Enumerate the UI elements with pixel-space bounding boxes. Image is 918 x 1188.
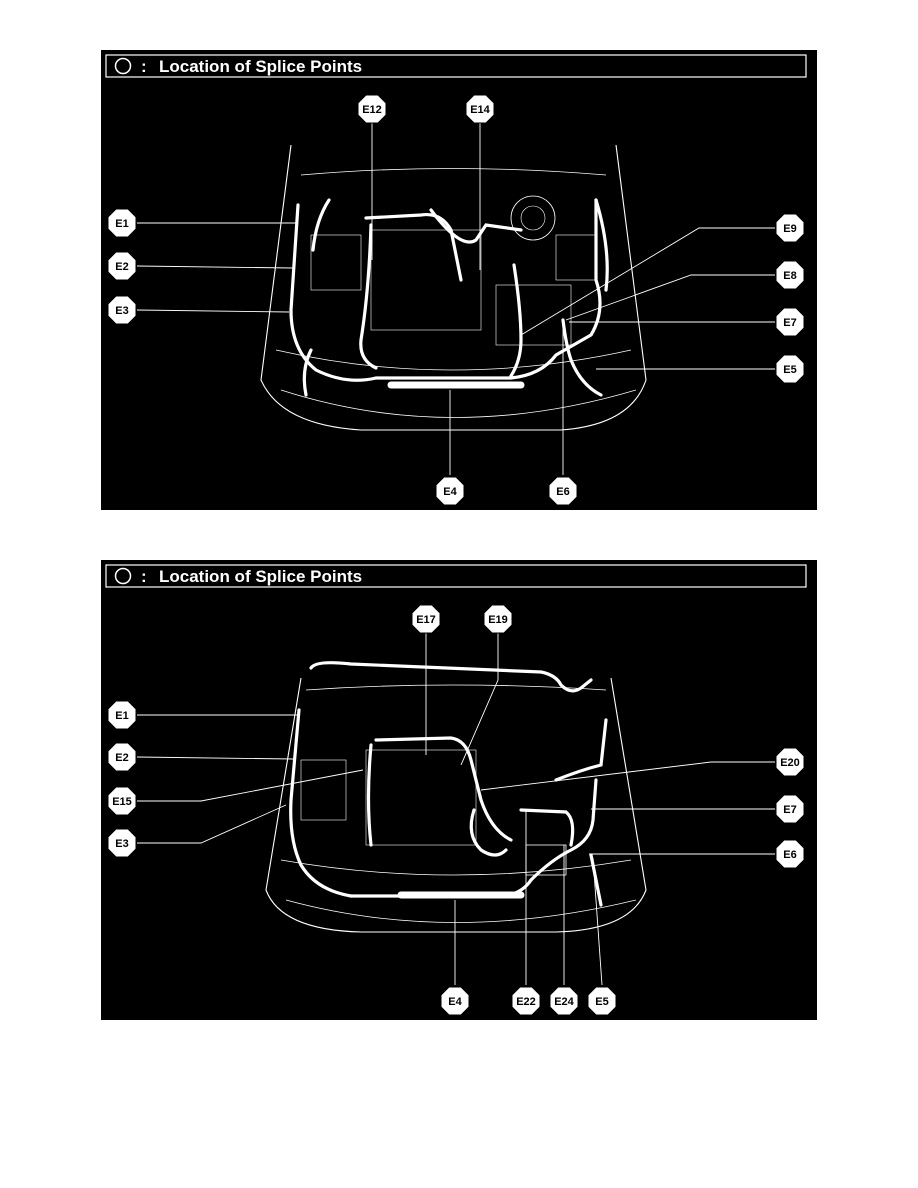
svg-text:E7: E7 xyxy=(783,317,797,329)
svg-text:E12: E12 xyxy=(362,104,382,116)
splice-label-e19 xyxy=(484,605,512,633)
splice-label-e3 xyxy=(108,829,136,857)
svg-text:E6: E6 xyxy=(783,849,797,861)
svg-text:E22: E22 xyxy=(516,996,536,1008)
splice-label-e1 xyxy=(108,209,136,237)
svg-text:E14: E14 xyxy=(470,104,490,116)
splice-label-e14 xyxy=(466,95,494,123)
splice-label-e24 xyxy=(550,987,578,1015)
svg-text:E3: E3 xyxy=(115,305,129,317)
engine-bay-diagram-top xyxy=(101,50,817,510)
svg-text:E4: E4 xyxy=(443,486,457,498)
splice-label-e8 xyxy=(776,261,804,289)
diagram-panel-top xyxy=(101,50,817,510)
svg-text:E3: E3 xyxy=(115,838,129,850)
splice-label-e3 xyxy=(108,296,136,324)
svg-text:E20: E20 xyxy=(780,757,800,769)
panel-header xyxy=(106,565,806,587)
splice-point-symbol-icon xyxy=(116,569,131,584)
svg-text:E19: E19 xyxy=(488,614,508,626)
splice-label-e6 xyxy=(776,840,804,868)
splice-label-e15 xyxy=(108,787,136,815)
engine-bay-diagram-bottom xyxy=(101,560,817,1020)
diagram-panel-bottom xyxy=(101,560,817,1020)
svg-text:E6: E6 xyxy=(556,486,570,498)
splice-point-symbol-icon xyxy=(116,59,131,74)
splice-label-e5 xyxy=(588,987,616,1015)
svg-text:E2: E2 xyxy=(115,261,129,273)
svg-text:E8: E8 xyxy=(783,270,797,282)
svg-text:E17: E17 xyxy=(416,614,436,626)
splice-label-e2 xyxy=(108,743,136,771)
svg-text:E5: E5 xyxy=(595,996,609,1008)
splice-label-e17 xyxy=(412,605,440,633)
leader-lines xyxy=(137,122,775,475)
svg-text:E7: E7 xyxy=(783,804,797,816)
splice-label-e4 xyxy=(436,477,464,505)
svg-text:E5: E5 xyxy=(783,364,797,376)
splice-label-e7 xyxy=(776,308,804,336)
splice-label-e5 xyxy=(776,355,804,383)
splice-label-e20 xyxy=(776,748,804,776)
wiring-harness xyxy=(291,200,607,395)
splice-label-e7 xyxy=(776,795,804,823)
splice-label-e6 xyxy=(549,477,577,505)
svg-text:E9: E9 xyxy=(783,223,797,235)
header-title: Location of Splice Points xyxy=(159,567,363,586)
svg-text:E2: E2 xyxy=(115,752,129,764)
svg-text:E1: E1 xyxy=(115,710,129,722)
header-separator: : xyxy=(141,57,147,76)
splice-label-e12 xyxy=(358,95,386,123)
svg-text:E1: E1 xyxy=(115,218,129,230)
splice-label-e1 xyxy=(108,701,136,729)
splice-label-e22 xyxy=(512,987,540,1015)
svg-text:E4: E4 xyxy=(448,996,462,1008)
svg-text:E24: E24 xyxy=(554,996,574,1008)
header-separator: : xyxy=(141,567,147,586)
header-title: Location of Splice Points xyxy=(159,57,363,76)
splice-label-e2 xyxy=(108,252,136,280)
panel-header xyxy=(106,55,806,77)
splice-label-e9 xyxy=(776,214,804,242)
svg-text:E15: E15 xyxy=(112,796,132,808)
splice-label-e4 xyxy=(441,987,469,1015)
